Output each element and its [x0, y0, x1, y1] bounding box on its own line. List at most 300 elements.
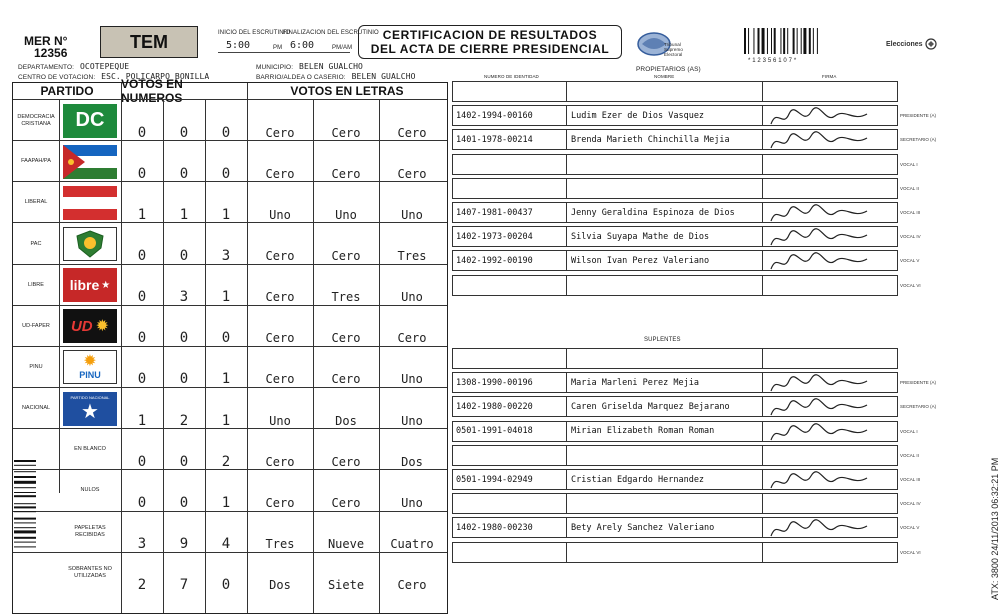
pinu-logo-text: PINU	[79, 370, 101, 381]
barcode-bar	[14, 527, 36, 528]
member-role-label: VOCAL V	[900, 525, 920, 531]
liberal-flag-icon	[63, 186, 117, 220]
title-line2: DEL ACTA DE CIERRE PRESIDENCIAL	[370, 42, 610, 56]
member-row	[452, 226, 898, 247]
vote-word: Cero	[397, 125, 427, 140]
party-name: PINU	[29, 363, 43, 370]
inicio-label: INICIO DEL ESCRUTINIO	[218, 30, 291, 36]
barcode-bar	[14, 471, 36, 472]
mer-number: 12356	[34, 46, 68, 60]
barcode-bar	[744, 28, 746, 54]
member-row	[452, 154, 898, 175]
barcode-bar	[803, 28, 806, 54]
title-box	[358, 25, 622, 59]
barcode-bar	[801, 28, 802, 54]
vote-word: Cero	[265, 495, 295, 510]
barrio-label: BARRIO/ALDEA O CASERIO:	[256, 74, 346, 81]
member-id: 1308-1990-00196	[453, 373, 567, 392]
party-name: UD-FAPER	[22, 322, 50, 329]
vote-digit: 0	[137, 494, 147, 511]
member-row	[452, 81, 898, 102]
left-barcode	[14, 460, 40, 580]
member-name: Mirian Elizabeth Roman Roman	[567, 422, 763, 441]
col-partido-header: PARTIDO	[40, 84, 94, 98]
vote-digit: 2	[137, 577, 147, 594]
departamento-value: OCOTEPEQUE	[79, 62, 130, 71]
vote-word: Cero	[331, 372, 361, 387]
barcode-bar	[771, 28, 772, 54]
signature-scribble-icon	[763, 203, 893, 227]
member-id: 0501-1994-02949	[453, 470, 567, 489]
member-name	[567, 155, 763, 174]
member-name: Ludim Ezer de Dios Vasquez	[567, 106, 763, 125]
nacional-logo-icon	[63, 392, 117, 426]
pinu-logo-icon	[63, 350, 117, 384]
tse-label: Tribunal Supremo Electoral	[664, 42, 683, 57]
member-role-label: VOCAL VI	[900, 549, 921, 555]
member-row	[452, 275, 898, 296]
vote-digit: 0	[137, 124, 147, 141]
member-id: 1402-1980-00220	[453, 397, 567, 416]
member-id	[453, 179, 567, 198]
member-id	[453, 543, 567, 562]
vote-word: Uno	[401, 290, 423, 305]
vote-digit: 9	[179, 536, 189, 553]
tally-row	[13, 387, 447, 429]
member-signature	[763, 203, 899, 222]
member-signature	[763, 397, 899, 416]
member-name	[567, 543, 763, 562]
barrio-value: BELEN GUALCHO	[351, 72, 416, 81]
vote-word: Cero	[265, 125, 295, 140]
barcode-bar	[809, 28, 811, 54]
vote-word: Uno	[401, 207, 423, 222]
member-row	[452, 469, 898, 490]
vote-word: Cero	[331, 166, 361, 181]
barcode-bar	[787, 28, 788, 54]
member-signature	[763, 518, 899, 537]
member-name	[567, 349, 763, 368]
vote-digit: 0	[179, 371, 189, 388]
member-signature	[763, 446, 899, 465]
vote-word: Cero	[397, 578, 427, 593]
member-id	[453, 82, 567, 101]
barcode-bar	[14, 542, 36, 543]
title-line1: CERTIFICACION DE RESULTADOS	[382, 28, 598, 42]
member-row	[452, 178, 898, 199]
member-role-label: VOCAL IV	[900, 501, 921, 507]
barcode-bar	[813, 28, 814, 54]
vote-word: Uno	[401, 413, 423, 428]
signature-scribble-icon	[763, 251, 893, 275]
vote-digit: 7	[179, 577, 189, 594]
member-row	[452, 372, 898, 393]
sun-icon: ✹	[83, 353, 97, 371]
member-signature	[763, 276, 899, 295]
vote-digit: 1	[221, 206, 231, 223]
barcode-bar	[14, 506, 36, 508]
vote-digit: 0	[137, 453, 147, 470]
barcode-bar	[762, 28, 765, 54]
signature-scribble-icon	[763, 106, 893, 130]
barcode-bar	[14, 530, 36, 533]
sun-icon: ✹	[95, 318, 110, 336]
elecciones-label: Elecciones	[886, 40, 923, 48]
vote-digit: 0	[137, 248, 147, 264]
barcode-bar	[774, 28, 776, 54]
vote-word: Tres	[397, 249, 427, 263]
vote-word: Cero	[265, 290, 295, 305]
member-role-label: VOCAL II	[900, 452, 919, 458]
barcode-bar	[780, 28, 781, 54]
vote-digit: 0	[137, 165, 147, 182]
member-role-label: SECRETARIO (A)	[900, 137, 937, 143]
member-signature	[763, 130, 899, 149]
vote-word: Cero	[265, 249, 295, 263]
vote-word: Cero	[331, 331, 361, 346]
barcode-bar	[767, 28, 768, 54]
vote-digit: 0	[179, 453, 189, 470]
party-name: NULOS	[80, 487, 100, 494]
member-role-label: VOCAL I	[900, 428, 918, 434]
vote-digit: 0	[179, 330, 189, 347]
party-logo	[61, 265, 119, 306]
vote-digit: 1	[221, 371, 231, 388]
party-logo	[61, 141, 119, 182]
vote-digit: 0	[137, 371, 147, 388]
member-signature	[763, 82, 899, 101]
vote-word: Tres	[265, 537, 295, 552]
vote-word: Tres	[331, 290, 361, 305]
barcode-bar	[748, 28, 749, 54]
libre-logo-text: libre	[69, 277, 100, 294]
dc-logo-text: DC	[75, 109, 105, 132]
vote-digit: 3	[179, 289, 189, 306]
barcode-bar	[14, 481, 36, 484]
time-underline	[218, 52, 350, 53]
tally-row	[13, 181, 447, 223]
member-row	[452, 445, 898, 466]
member-id	[453, 276, 567, 295]
faapah-flag-icon	[63, 145, 117, 179]
vote-digit: 1	[179, 206, 189, 223]
tally-row	[13, 264, 447, 306]
member-name: Jenny Geraldina Espinoza de Dios	[567, 203, 763, 222]
barcode-bar	[14, 511, 36, 512]
barcode-bar	[14, 476, 36, 478]
member-row	[452, 542, 898, 563]
member-signature	[763, 373, 899, 392]
barcode-bar	[14, 522, 36, 523]
vote-digit: 0	[179, 248, 189, 264]
barrio-row	[256, 72, 416, 81]
end-suffix: PM/AM	[332, 45, 353, 51]
tally-row	[13, 428, 447, 470]
member-id	[453, 494, 567, 513]
barcode-bar	[14, 487, 36, 488]
barcode-bar	[753, 28, 754, 54]
signature-scribble-icon	[763, 470, 893, 494]
end-time: 6:00	[290, 40, 315, 51]
member-signature	[763, 470, 899, 489]
member-id: 1402-1980-00230	[453, 518, 567, 537]
star-icon: ★	[81, 400, 99, 423]
vote-word: Uno	[269, 207, 291, 222]
tally-divider	[313, 99, 314, 613]
vote-word: Dos	[335, 413, 357, 428]
vote-digit: 1	[221, 494, 231, 511]
vote-digit: 0	[221, 330, 231, 347]
start-time: 5:00	[226, 40, 251, 51]
ud-logo-icon	[63, 309, 117, 343]
vote-digit: 3	[137, 536, 147, 553]
barcode-bar	[793, 28, 795, 54]
libre-logo-icon	[63, 268, 117, 302]
party-name: PAC	[30, 240, 42, 247]
member-row	[452, 129, 898, 150]
firma-label: FIRMA	[822, 74, 837, 79]
vote-word: Cero	[331, 495, 361, 510]
member-signature	[763, 349, 899, 368]
tally-row	[13, 305, 447, 347]
member-row	[452, 421, 898, 442]
ud-logo-text: UD	[70, 317, 93, 335]
top-barcode-text: * 1 2 3 5 6 1 0 7 *	[748, 58, 797, 64]
signature-scribble-icon	[763, 373, 893, 397]
member-id	[453, 349, 567, 368]
vote-digit: 0	[221, 165, 231, 182]
vote-digit: 0	[179, 165, 189, 182]
departamento-row	[18, 62, 129, 71]
vote-digit: 4	[221, 536, 231, 553]
vote-word: Cero	[265, 331, 295, 346]
member-row	[452, 348, 898, 369]
vote-digit: 0	[179, 124, 189, 141]
start-suffix: PM	[273, 45, 283, 51]
municipio-label: MUNICIPIO:	[256, 64, 294, 71]
member-row	[452, 202, 898, 223]
member-id: 1401-1978-00214	[453, 130, 567, 149]
dc-logo-icon	[63, 104, 117, 138]
vote-word: Dos	[269, 578, 291, 593]
col-letras-header: VOTOS EN LETRAS	[290, 84, 404, 98]
nombre-label: NOMBRE	[654, 74, 675, 79]
barcode-bar	[817, 28, 818, 54]
barcode-bar	[14, 503, 36, 504]
member-row	[452, 517, 898, 538]
vote-digit: 1	[221, 412, 231, 429]
member-signature	[763, 251, 899, 270]
finalizacion-label: FINALIZACION DEL ESCRUTINIO	[283, 30, 379, 36]
member-role-label: VOCAL III	[900, 477, 921, 482]
barcode-bar	[14, 537, 36, 539]
member-signature	[763, 227, 899, 246]
member-id	[453, 446, 567, 465]
member-signature	[763, 543, 899, 562]
member-name	[567, 276, 763, 295]
member-role-label: VOCAL VI	[900, 282, 921, 288]
member-signature	[763, 106, 899, 125]
vote-word: Cero	[265, 166, 295, 181]
vote-word: Uno	[269, 413, 291, 428]
vote-digit: 0	[137, 330, 147, 347]
vote-digit: 0	[179, 494, 189, 511]
top-barcode	[744, 28, 842, 58]
vote-word: Cero	[331, 125, 361, 140]
tally-row	[13, 99, 447, 141]
signature-scribble-icon	[763, 130, 893, 154]
member-id: 0501-1991-04018	[453, 422, 567, 441]
signature-scribble-icon	[763, 397, 893, 421]
tally-row	[13, 511, 447, 553]
party-logo	[61, 182, 119, 223]
municipio-row	[256, 62, 363, 71]
vote-word: Cuatro	[390, 537, 434, 552]
tally-row	[13, 222, 447, 264]
tally-row	[13, 469, 447, 511]
municipio-value: BELEN GUALCHO	[299, 62, 363, 71]
signature-scribble-icon	[763, 422, 893, 446]
pac-shield-icon	[63, 227, 117, 261]
vote-digit: 1	[137, 206, 147, 223]
vote-word: Uno	[401, 372, 423, 387]
member-id: 1407-1981-00437	[453, 203, 567, 222]
tally-divider	[121, 83, 122, 613]
member-name: Bety Arely Sanchez Valeriano	[567, 518, 763, 537]
barcode-bar	[797, 28, 798, 54]
barcode-bar	[14, 492, 36, 493]
col-numeros-header: VOTOS EN NUMEROS	[121, 77, 183, 105]
vote-digit: 0	[137, 289, 147, 306]
tally-row	[13, 552, 447, 594]
party-logo	[61, 100, 119, 141]
member-name: Wilson Ivan Perez Valeriano	[567, 251, 763, 270]
tally-divider	[205, 99, 206, 613]
party-logo	[61, 388, 119, 429]
party-name: NACIONAL	[21, 405, 51, 412]
member-role-label: VOCAL V	[900, 258, 920, 264]
tally-divider	[59, 99, 60, 493]
member-name: Maria Marleni Perez Mejia	[567, 373, 763, 392]
mer-label: MER N°	[24, 34, 68, 48]
propietarios-label: PROPIETARIOS (AS)	[636, 66, 701, 73]
member-role-label: VOCAL IV	[900, 234, 921, 240]
member-name: Silvia Suyapa Mathe de Dios	[567, 227, 763, 246]
member-role-label: PRESIDENTE (A)	[900, 380, 937, 386]
member-row	[452, 396, 898, 417]
vote-word: Cero	[265, 454, 295, 469]
member-role-label: VOCAL II	[900, 185, 919, 191]
party-logo	[61, 347, 119, 388]
vote-digit: 0	[221, 577, 231, 594]
centro-value: ESC. POLICARPO BONILLA	[101, 72, 210, 81]
barcode-bar	[758, 28, 760, 54]
member-name	[567, 494, 763, 513]
vote-digit: 0	[221, 124, 231, 141]
party-name: PAPELETAS RECIBIDAS	[74, 525, 106, 539]
member-signature	[763, 422, 899, 441]
vote-word: Cero	[265, 372, 295, 387]
party-name: LIBRE	[28, 281, 44, 288]
barcode-bar	[14, 495, 36, 497]
member-id: 1402-1994-00160	[453, 106, 567, 125]
member-name: Caren Griselda Marquez Bejarano	[567, 397, 763, 416]
party-name: FAAPAH/PA	[21, 158, 51, 165]
member-role-label: PRESIDENTE (A)	[900, 113, 937, 119]
barcode-bar	[14, 518, 36, 520]
barcode-bar	[14, 460, 36, 462]
vote-word: Dos	[401, 454, 423, 469]
member-row	[452, 493, 898, 514]
tally-row	[13, 140, 447, 182]
member-signature	[763, 155, 899, 174]
member-role-label: SECRETARIO (A)	[900, 404, 937, 410]
vote-digit: 2	[179, 412, 189, 429]
vote-word: Uno	[335, 207, 357, 222]
signature-scribble-icon	[763, 227, 893, 251]
suplentes-label: SUPLENTES	[644, 337, 681, 343]
member-name: Brenda Marieth Chinchilla Mejia	[567, 130, 763, 149]
member-id: 1402-1992-00190	[453, 251, 567, 270]
vote-word: Cero	[331, 249, 361, 263]
party-name: EN BLANCO	[74, 446, 106, 453]
tally-divider	[163, 99, 164, 613]
tally-divider	[247, 83, 248, 613]
vote-digit: 1	[137, 412, 147, 429]
party-logo	[61, 306, 119, 347]
member-role-label: VOCAL I	[900, 161, 918, 167]
member-id: 1402-1973-00204	[453, 227, 567, 246]
vote-word: Cero	[397, 166, 427, 181]
member-name	[567, 446, 763, 465]
member-role-label: VOCAL III	[900, 210, 921, 215]
vote-digit: 3	[221, 248, 231, 264]
member-signature	[763, 494, 899, 513]
member-name	[567, 179, 763, 198]
star-icon: ★	[101, 279, 111, 291]
member-id	[453, 155, 567, 174]
member-row	[452, 250, 898, 271]
vote-digit: 1	[221, 289, 231, 306]
numero-identidad-label: NUMERO DE IDENTIDAD	[484, 74, 539, 79]
tally-divider	[379, 99, 380, 613]
elecciones-logo-icon	[886, 38, 937, 50]
centro-label: CENTRO DE VOTACION:	[18, 74, 96, 81]
member-row	[452, 105, 898, 126]
vote-word: Cero	[331, 454, 361, 469]
barcode-bar	[14, 546, 36, 547]
party-name: LIBERAL	[24, 199, 48, 206]
party-logo	[61, 223, 119, 264]
barcode-bar	[14, 465, 36, 466]
barcode-bar	[783, 28, 785, 54]
signature-scribble-icon	[763, 518, 893, 542]
vote-word: Nueve	[327, 537, 365, 552]
party-name: SOBRANTES NO UTILIZADAS	[68, 566, 112, 580]
vote-word: Siete	[327, 578, 365, 593]
member-name: Cristian Edgardo Hernandez	[567, 470, 763, 489]
vote-word: Cero	[397, 331, 427, 346]
side-stamp: ATX: 3800 24/11/2013 06:32:21 PM	[990, 457, 1000, 600]
member-signature	[763, 179, 899, 198]
tally-row	[13, 346, 447, 388]
vote-word: Uno	[401, 495, 423, 510]
nacional-logo-text: PARTIDO NACIONAL	[70, 394, 110, 400]
vote-digit: 2	[221, 453, 231, 470]
member-name	[567, 82, 763, 101]
party-name: DEMOCRACIA CRISTIANA	[17, 113, 55, 127]
departamento-label: DEPARTAMENTO:	[18, 64, 75, 71]
